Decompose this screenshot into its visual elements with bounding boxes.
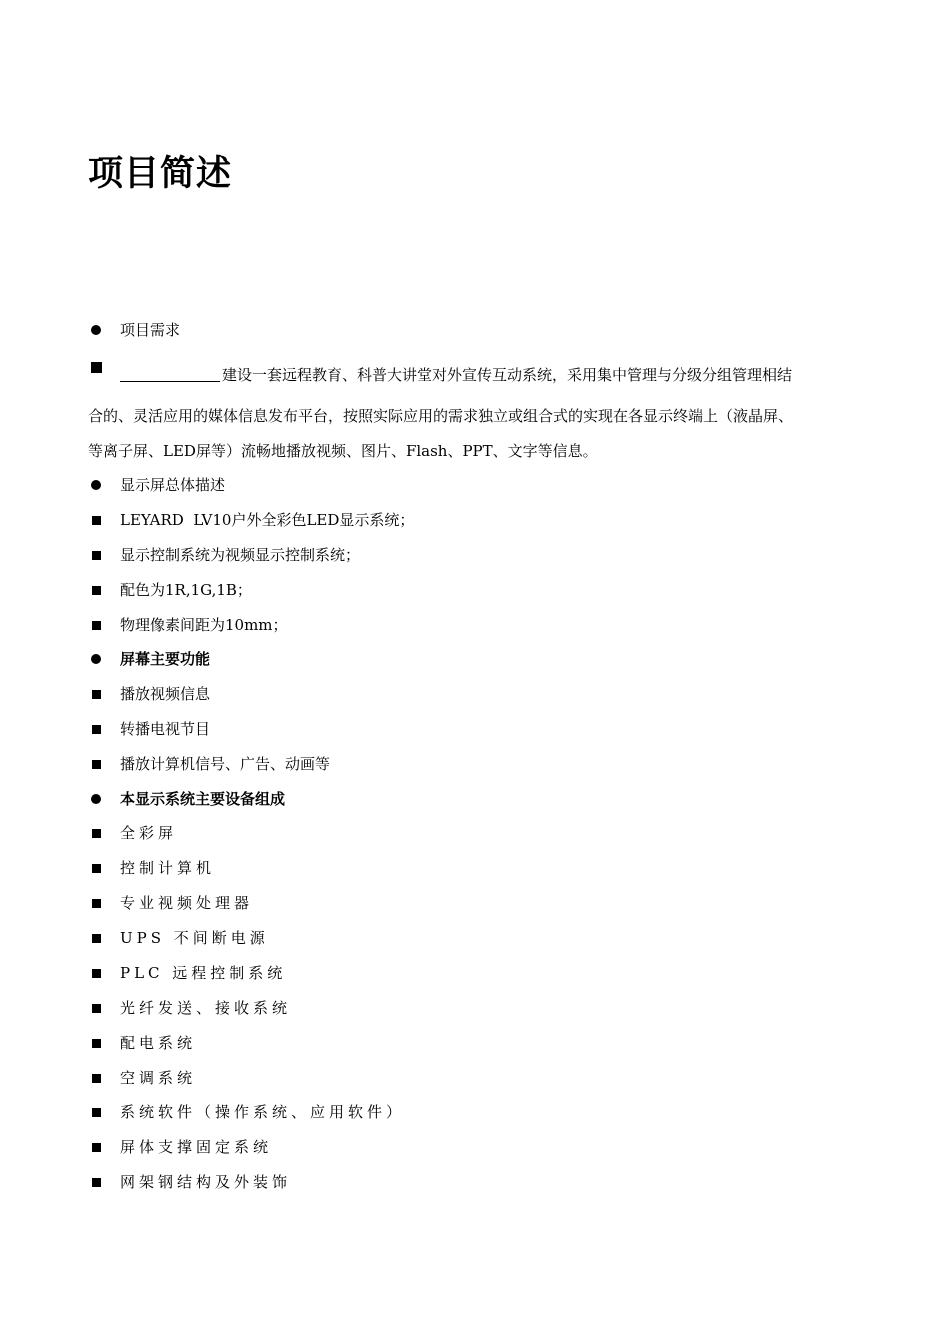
section-heading: 屏幕主要功能	[120, 650, 211, 668]
intro-line-2: 合的、灵活应用的媒体信息发布平台，按照实际应用的需求独立或组合式的实现在各显示终端上（液晶屏、	[88, 407, 794, 425]
bullet-square-icon	[88, 821, 104, 845]
section-heading: 本显示系统主要设备组成	[120, 790, 286, 808]
bullet-square-icon	[88, 613, 104, 637]
bullet-dot-icon	[88, 647, 104, 671]
bullet-square-icon	[88, 926, 104, 950]
intro-line-1: 建设一套远程教育、科普大讲堂对外宣传互动系统，采用集中管理与分级分组管理相结	[120, 363, 910, 387]
bullet-square-icon	[88, 1135, 104, 1159]
bullet-square-icon	[88, 682, 104, 706]
bullet-dot-icon	[88, 473, 104, 497]
bullet-square-icon	[88, 1100, 104, 1124]
bullet-square-icon	[88, 752, 104, 776]
bullet-square-icon	[88, 356, 104, 380]
bullet-dot-icon	[88, 318, 104, 342]
section-heading: 显示屏总体描述	[120, 476, 226, 494]
blank-underline	[120, 365, 220, 382]
bullet-square-icon	[88, 578, 104, 602]
bullet-square-icon	[88, 1066, 104, 1090]
intro-line-3: 等离子屏、LED屏等）流畅地播放视频、图片、Flash、PPT、文字等信息。	[88, 442, 598, 460]
bullet-square-icon	[88, 891, 104, 915]
bullet-square-icon	[88, 961, 104, 985]
bullet-square-icon	[88, 717, 104, 741]
bullet-square-icon	[88, 1170, 104, 1194]
bullet-square-icon	[88, 856, 104, 880]
bullet-square-icon	[88, 508, 104, 532]
bullet-square-icon	[88, 1031, 104, 1055]
page-title: 项目简述	[88, 154, 233, 194]
section-heading: 项目需求	[120, 321, 181, 339]
bullet-square-icon	[88, 996, 104, 1020]
bullet-dot-icon	[88, 787, 104, 811]
bullet-square-icon	[88, 543, 104, 567]
